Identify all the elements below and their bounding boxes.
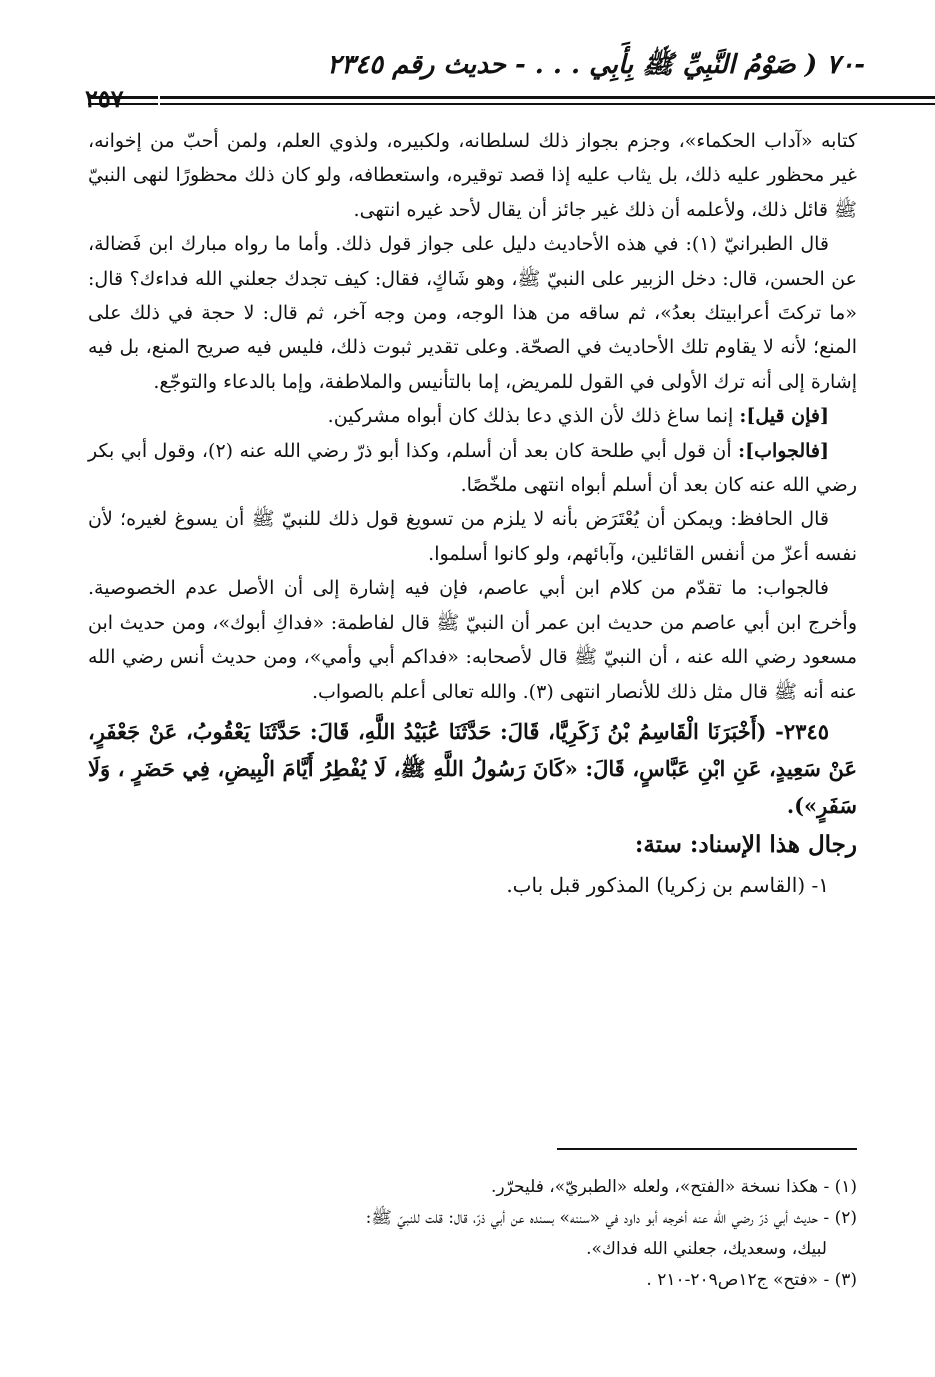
- question-text: إنما ساغ ذلك لأن الذي دعا بذلك كان أبواه مشركين.: [327, 405, 740, 428]
- hadith-text: ٢٣٤٥- (أَخْبَرَنَا الْقَاسِمُ بْنُ زَكَرِيَّا، قَالَ: حَدَّثَنَا عُبَيْدُ اللَّهِ، قَالَ: حَدَّثَنَا يَعْقُوبُ، عَنْ جَعْفَرٍ، عَنْ سَعِيدٍ، عَنِ ابْنِ عَبَّاسٍ، قَالَ: «كَانَ رَسُولُ اللَّهِ ﷺ، لَا يُفْطِرُ أَيَّامَ الْبِيضِ، فِي حَضَرٍ ، وَلَا سَفَرٍ»).: [88, 718, 857, 818]
- footnote-3: (٣) - «فتح» ج١٢ص٢٠٩-٢١٠ .: [646, 1270, 857, 1290]
- paragraph-6: فالجواب: ما تقدّم من كلام ابن أبي عاصم، فإن فيه إشارة إلى أن الأصل عدم الخصوصية. وأخرج ابن أبي عاصم من حديث ابن عمر أن النبيّ ﷺ قال لفاطمة: «فداكِ أبوك»، ومن حديث ابن مسعود رضي الله عنه ، أن النبيّ ﷺ قال لأصحابه: «فداكم أبي وأمي»، ومن حديث أنس رضي الله عنه أنه ﷺ قال مثل ذلك للأنصار انتهى (٣). والله تعالى أعلم بالصواب.: [88, 577, 857, 703]
- footnote-1: (١) - هكذا نسخة «الفتح»، ولعله «الطبريّ»، فليحرّر.: [491, 1177, 857, 1197]
- section-title: رجال هذا الإسناد: ستة:: [634, 830, 857, 858]
- question-label: [فإن قيل]:: [739, 405, 829, 428]
- page-number: ٢٥٧: [85, 84, 124, 113]
- footnote-2: (٢) - حديث أبي ذرّ رضي الله عنه أخرجه أبو داود في «سننه» بسنده عن أبي ذرّ، قال: قلت للنبيّ ﷺ:: [365, 1208, 857, 1228]
- paragraph-5: قال الحافظ: ويمكن أن يُعْتَرَض بأنه لا يلزم من تسويغ قول ذلك للنبيّ ﷺ أن يسوغ لغيره؛ لأن نفسه أعزّ من أنفس القائلين، وآبائهم، ولو كانوا أسلموا.: [88, 508, 857, 565]
- footnotes: [88, 1172, 857, 1296]
- paragraph-2: قال الطبرانيّ (١): في هذه الأحاديث دليل على جواز قول ذلك. وأما ما رواه مبارك ابن فَضالة، عن الحسن، قال: دخل الزبير على النبيّ ﷺ، وهو شَاكٍ، فقال: كيف تجدك جعلني الله فداءك؟ قال: «ما تركتَ أعرابيتك بعدُ»، ثم ساقه من هذا الوجه، ومن وجه آخر، ثم قال: لا حجة في ذلك على المنع؛ لأنه لا يقاوم تلك الأحاديث في الصحّة. وعلى تقدير ثبوت ذلك، فليس فيه صريح المنع، بل فيه إشارة إلى أنه ترك الأولى في القول للمريض، إما بالتأنيس والملاطفة، وإما بالدعاء والتوجّع.: [88, 233, 857, 393]
- page-number-rule: [88, 96, 158, 105]
- narrator-item: ١- (القاسم بن زكريا) المذكور قبل باب.: [506, 873, 829, 898]
- main-text: [88, 124, 857, 903]
- answer-label: [فالجواب]:: [738, 439, 830, 462]
- header-rule: [160, 96, 935, 105]
- running-title: -٧٠ ( صَوْمُ النَّبِيِّ ﷺ بِأَبِي . . . - حديث رقم ٢٣٤٥: [327, 50, 865, 80]
- footnote-separator: [557, 1148, 857, 1150]
- footnote-2-continued: لبيك، وسعديك، جعلني الله فداك».: [586, 1239, 827, 1259]
- paragraph-4: [88, 434, 857, 503]
- answer-text: أن قول أبي طلحة كان بعد أن أسلم، وكذا أبو ذرّ رضي الله عنه (٢)، وقول أبي بكر رضي الله عنه كان بعد أن أسلم أبواه انتهى ملخّصًا.: [88, 439, 857, 497]
- paragraph-1: كتابه «آداب الحكماء»، وجزم بجواز ذلك لسلطانه، ولكبيره، ولذوي العلم، ولمن أحبّ من إخوانه، غير محظور عليه ذلك، بل يثاب عليه إذا قصد توقيره، واستعطافه، ولو كان ذلك محظورًا لنهى النبيّ ﷺ قائل ذلك، ولأعلمه أن ذلك غير جائز أن يقال لأحد غيره انتهى.: [88, 130, 857, 221]
- paragraph-3: [88, 399, 857, 433]
